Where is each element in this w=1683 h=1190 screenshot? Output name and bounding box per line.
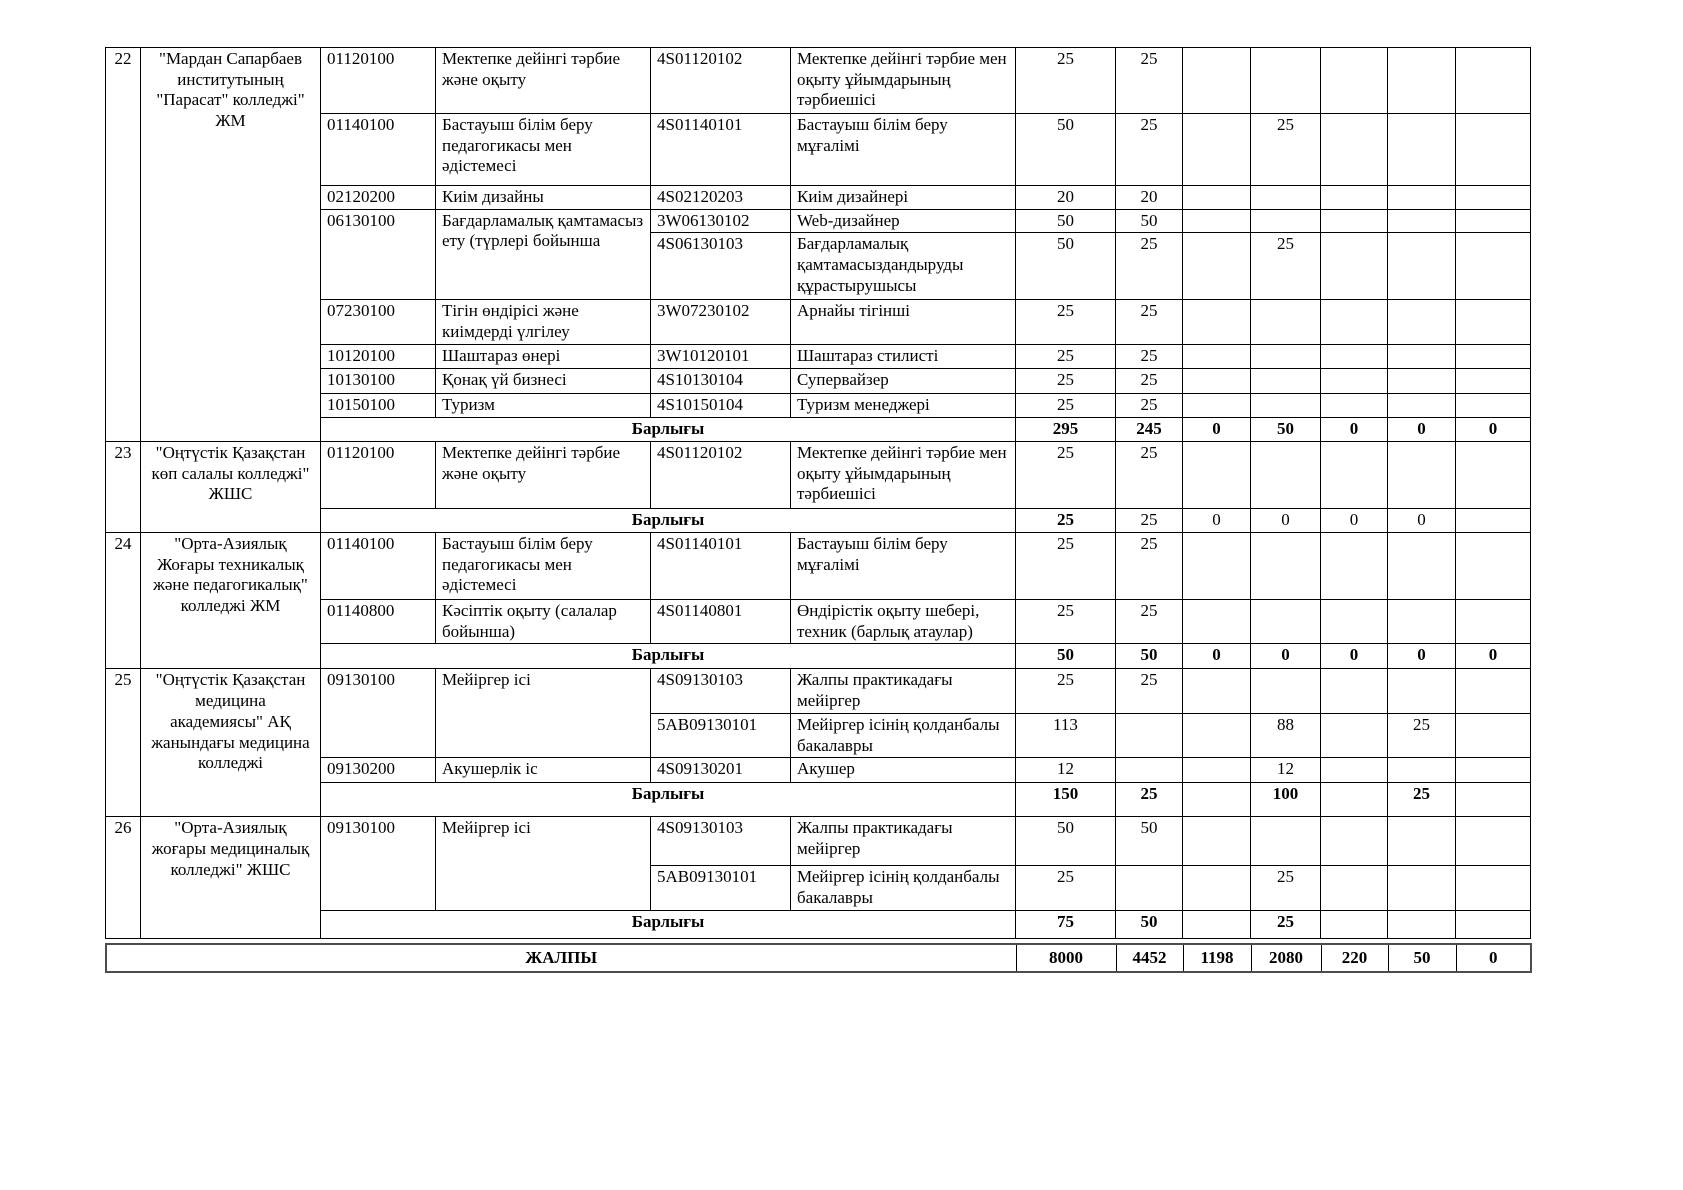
- value-cell: [1388, 866, 1456, 910]
- value-cell: 25: [1116, 441, 1183, 508]
- specialization: Мейіргер ісі: [436, 669, 651, 758]
- value-cell: [1183, 441, 1251, 508]
- value-cell: [1456, 344, 1531, 368]
- total-value: [1321, 910, 1388, 938]
- total-value: [1321, 783, 1388, 817]
- qualification-code: 4S09130103: [651, 669, 791, 713]
- qualification-name: Мектепке дейінгі тәрбие мен оқыту ұйымдарының тәрбиешісі: [791, 48, 1016, 114]
- value-cell: [1183, 233, 1251, 300]
- value-cell: [1388, 758, 1456, 783]
- specialization: Бастауыш білім беру педагогикасы мен әдістемесі: [436, 532, 651, 599]
- specialization: Қонақ үй бизнесі: [436, 368, 651, 393]
- value-cell: [1321, 758, 1388, 783]
- value-cell: 50: [1016, 114, 1116, 186]
- total-value: 0: [1388, 417, 1456, 441]
- grand-total-value: 8000: [1016, 944, 1116, 972]
- qualification-code: 3W10120101: [651, 344, 791, 368]
- value-cell: 25: [1251, 233, 1321, 300]
- value-cell: [1456, 393, 1531, 417]
- value-cell: 25: [1016, 300, 1116, 344]
- value-cell: [1183, 368, 1251, 393]
- row-number: 26: [106, 817, 141, 938]
- value-cell: [1456, 532, 1531, 599]
- table-row: [106, 669, 1531, 713]
- qualification-name: Арнайы тігінші: [791, 300, 1016, 344]
- value-cell: [1456, 48, 1531, 114]
- value-cell: [1321, 48, 1388, 114]
- value-cell: [1321, 300, 1388, 344]
- value-cell: [1251, 817, 1321, 866]
- total-value: 0: [1321, 644, 1388, 669]
- value-cell: [1251, 532, 1321, 599]
- total-value: 0: [1183, 508, 1251, 532]
- total-value: 0: [1251, 508, 1321, 532]
- qualification-code: 4S06130103: [651, 233, 791, 300]
- qualification-code: 3W07230102: [651, 300, 791, 344]
- value-cell: 25: [1116, 669, 1183, 713]
- specialization: Кәсіптік оқыту (салалар бойынша): [436, 599, 651, 643]
- qualification-name: Өндірістік оқыту шебері, техник (барлық атаулар): [791, 599, 1016, 643]
- table-row: [106, 532, 1531, 599]
- value-cell: 50: [1016, 209, 1116, 233]
- value-cell: 20: [1116, 186, 1183, 210]
- total-value: 50: [1116, 644, 1183, 669]
- specialization: Акушерлік іс: [436, 758, 651, 783]
- qualification-code: 4S01140801: [651, 599, 791, 643]
- value-cell: [1321, 599, 1388, 643]
- qualification-code: 5AB09130101: [651, 866, 791, 910]
- value-cell: 25: [1116, 599, 1183, 643]
- program-code: 09130100: [321, 817, 436, 910]
- row-number: 24: [106, 532, 141, 668]
- value-cell: 12: [1016, 758, 1116, 783]
- college-name: "Орта-Азиялық Жоғары техникалық және педагогикалық" колледжі ЖМ: [141, 532, 321, 668]
- qualification-name: Мектепке дейінгі тәрбие мен оқыту ұйымдарының тәрбиешісі: [791, 441, 1016, 508]
- value-cell: [1321, 368, 1388, 393]
- value-cell: [1456, 209, 1531, 233]
- value-cell: 25: [1016, 48, 1116, 114]
- total-value: 0: [1183, 417, 1251, 441]
- value-cell: [1321, 669, 1388, 713]
- value-cell: [1388, 344, 1456, 368]
- value-cell: [1456, 713, 1531, 757]
- qualification-name: Туризм менеджері: [791, 393, 1016, 417]
- specialization: Бағдарламалық қамтамасыз ету (түрлері бойынша: [436, 209, 651, 300]
- qualification-name: Мейіргер ісінің қолданбалы бакалавры: [791, 866, 1016, 910]
- program-code: 10120100: [321, 344, 436, 368]
- value-cell: [1251, 209, 1321, 233]
- value-cell: 50: [1116, 209, 1183, 233]
- qualification-code: 4S09130103: [651, 817, 791, 866]
- grand-total-row: [106, 944, 1531, 972]
- college-name: "Мардан Сапарбаев институтының "Парасат" колледжі" ЖМ: [141, 48, 321, 442]
- program-code: 01140800: [321, 599, 436, 643]
- value-cell: 25: [1116, 368, 1183, 393]
- totals-label: Барлығы: [321, 508, 1016, 532]
- qualification-code: 4S01140101: [651, 532, 791, 599]
- value-cell: [1251, 393, 1321, 417]
- value-cell: 25: [1116, 532, 1183, 599]
- value-cell: [1183, 300, 1251, 344]
- grand-total-label: ЖАЛПЫ: [106, 944, 1016, 972]
- college-name: "Оңтүстік Қазақстан медицина академиясы" АҚ жанындағы медицина колледжі: [141, 669, 321, 817]
- qualification-name: Жалпы практикадағы мейіргер: [791, 669, 1016, 713]
- grand-total-value: 2080: [1251, 944, 1321, 972]
- row-number: 23: [106, 441, 141, 532]
- value-cell: [1456, 599, 1531, 643]
- value-cell: [1251, 344, 1321, 368]
- value-cell: [1388, 114, 1456, 186]
- value-cell: [1183, 114, 1251, 186]
- total-value: 25: [1016, 508, 1116, 532]
- value-cell: [1251, 186, 1321, 210]
- value-cell: 25: [1016, 441, 1116, 508]
- program-code: 07230100: [321, 300, 436, 344]
- value-cell: [1116, 758, 1183, 783]
- value-cell: 25: [1116, 393, 1183, 417]
- total-value: 0: [1251, 644, 1321, 669]
- college-name: "Орта-Азиялық жоғары медициналық колледжі" ЖШС: [141, 817, 321, 938]
- total-value: 25: [1116, 783, 1183, 817]
- value-cell: 50: [1016, 817, 1116, 866]
- value-cell: 25: [1016, 393, 1116, 417]
- specialization: Мектепке дейінгі тәрбие және оқыту: [436, 441, 651, 508]
- value-cell: [1321, 713, 1388, 757]
- row-number: 25: [106, 669, 141, 817]
- total-value: 0: [1388, 508, 1456, 532]
- total-value: 0: [1456, 644, 1531, 669]
- enrollment-table: [105, 47, 1531, 939]
- value-cell: [1183, 393, 1251, 417]
- value-cell: 25: [1251, 114, 1321, 186]
- program-code: 10150100: [321, 393, 436, 417]
- value-cell: [1321, 393, 1388, 417]
- total-value: 25: [1251, 910, 1321, 938]
- total-value: 245: [1116, 417, 1183, 441]
- program-code: 01120100: [321, 48, 436, 114]
- value-cell: [1116, 866, 1183, 910]
- value-cell: 113: [1016, 713, 1116, 757]
- value-cell: [1183, 48, 1251, 114]
- specialization: Мектепке дейінгі тәрбие және оқыту: [436, 48, 651, 114]
- value-cell: [1251, 441, 1321, 508]
- value-cell: 25: [1016, 532, 1116, 599]
- value-cell: [1183, 344, 1251, 368]
- college-name: "Оңтүстік Қазақстан көп салалы колледжі" ЖШС: [141, 441, 321, 532]
- value-cell: [1456, 866, 1531, 910]
- qualification-name: Бастауыш білім беру мұғалімі: [791, 532, 1016, 599]
- specialization: Тігін өндірісі және киімдерді үлгілеу: [436, 300, 651, 344]
- value-cell: [1251, 669, 1321, 713]
- value-cell: [1321, 233, 1388, 300]
- total-value: 25: [1116, 508, 1183, 532]
- value-cell: [1251, 48, 1321, 114]
- total-value: 50: [1116, 910, 1183, 938]
- total-value: [1388, 910, 1456, 938]
- value-cell: 25: [1016, 344, 1116, 368]
- value-cell: [1321, 866, 1388, 910]
- total-value: 0: [1388, 644, 1456, 669]
- total-value: 25: [1388, 783, 1456, 817]
- total-value: 0: [1183, 644, 1251, 669]
- grand-total-value: 1198: [1183, 944, 1251, 972]
- table-row: [106, 817, 1531, 866]
- total-value: 50: [1016, 644, 1116, 669]
- value-cell: 12: [1251, 758, 1321, 783]
- row-number: 22: [106, 48, 141, 442]
- qualification-name: Бағдарламалық қамтамасыздандыруды құрастырушысы: [791, 233, 1016, 300]
- value-cell: [1456, 669, 1531, 713]
- value-cell: [1183, 209, 1251, 233]
- qualification-code: 4S01120102: [651, 441, 791, 508]
- value-cell: [1388, 233, 1456, 300]
- program-code: 09130100: [321, 669, 436, 758]
- qualification-code: 3W06130102: [651, 209, 791, 233]
- value-cell: [1321, 114, 1388, 186]
- value-cell: [1183, 669, 1251, 713]
- value-cell: [1456, 441, 1531, 508]
- total-value: 75: [1016, 910, 1116, 938]
- qualification-name: Бастауыш білім беру мұғалімі: [791, 114, 1016, 186]
- value-cell: [1388, 48, 1456, 114]
- value-cell: 88: [1251, 713, 1321, 757]
- qualification-name: Шаштараз стилисті: [791, 344, 1016, 368]
- value-cell: [1456, 817, 1531, 866]
- value-cell: [1251, 599, 1321, 643]
- value-cell: [1183, 532, 1251, 599]
- qualification-code: 4S10150104: [651, 393, 791, 417]
- total-value: [1456, 910, 1531, 938]
- value-cell: [1183, 186, 1251, 210]
- value-cell: [1321, 344, 1388, 368]
- value-cell: 25: [1116, 48, 1183, 114]
- value-cell: [1321, 532, 1388, 599]
- value-cell: 50: [1116, 817, 1183, 866]
- value-cell: [1183, 713, 1251, 757]
- value-cell: [1456, 368, 1531, 393]
- grand-total-value: 4452: [1116, 944, 1183, 972]
- qualification-name: Мейіргер ісінің қолданбалы бакалавры: [791, 713, 1016, 757]
- qualification-code: 4S01120102: [651, 48, 791, 114]
- value-cell: [1321, 209, 1388, 233]
- totals-label: Барлығы: [321, 644, 1016, 669]
- totals-label: Барлығы: [321, 910, 1016, 938]
- qualification-code: 4S02120203: [651, 186, 791, 210]
- program-code: 01140100: [321, 532, 436, 599]
- table-row: [106, 48, 1531, 114]
- value-cell: [1388, 532, 1456, 599]
- specialization: Мейіргер ісі: [436, 817, 651, 910]
- value-cell: 50: [1016, 233, 1116, 300]
- total-value: [1183, 910, 1251, 938]
- grand-total-value: 50: [1388, 944, 1456, 972]
- value-cell: [1456, 300, 1531, 344]
- value-cell: [1251, 300, 1321, 344]
- total-value: 150: [1016, 783, 1116, 817]
- grand-total-value: 220: [1321, 944, 1388, 972]
- value-cell: [1183, 758, 1251, 783]
- total-value: [1456, 783, 1531, 817]
- total-value: 0: [1321, 417, 1388, 441]
- value-cell: [1388, 817, 1456, 866]
- value-cell: [1456, 186, 1531, 210]
- value-cell: [1321, 186, 1388, 210]
- qualification-name: Акушер: [791, 758, 1016, 783]
- value-cell: [1321, 441, 1388, 508]
- grand-total-value: 0: [1456, 944, 1531, 972]
- total-value: 0: [1456, 417, 1531, 441]
- qualification-code: 5AB09130101: [651, 713, 791, 757]
- qualification-code: 4S10130104: [651, 368, 791, 393]
- value-cell: [1183, 599, 1251, 643]
- value-cell: 25: [1016, 669, 1116, 713]
- value-cell: [1183, 866, 1251, 910]
- value-cell: [1321, 817, 1388, 866]
- value-cell: 25: [1116, 233, 1183, 300]
- total-value: 100: [1251, 783, 1321, 817]
- value-cell: 25: [1116, 300, 1183, 344]
- value-cell: 25: [1116, 114, 1183, 186]
- grand-total-table: [105, 943, 1532, 973]
- qualification-code: 4S09130201: [651, 758, 791, 783]
- value-cell: 20: [1016, 186, 1116, 210]
- value-cell: [1456, 758, 1531, 783]
- specialization: Туризм: [436, 393, 651, 417]
- table-row: [106, 441, 1531, 508]
- qualification-name: Web-дизайнер: [791, 209, 1016, 233]
- value-cell: 25: [1016, 368, 1116, 393]
- value-cell: 25: [1016, 866, 1116, 910]
- totals-label: Барлығы: [321, 783, 1016, 817]
- program-code: 01120100: [321, 441, 436, 508]
- specialization: Бастауыш білім беру педагогикасы мен әдістемесі: [436, 114, 651, 186]
- program-code: 01140100: [321, 114, 436, 186]
- specialization: Шаштараз өнері: [436, 344, 651, 368]
- value-cell: [1388, 669, 1456, 713]
- value-cell: [1456, 114, 1531, 186]
- total-value: [1456, 508, 1531, 532]
- value-cell: 25: [1016, 599, 1116, 643]
- value-cell: [1388, 300, 1456, 344]
- qualification-name: Супервайзер: [791, 368, 1016, 393]
- value-cell: [1388, 441, 1456, 508]
- value-cell: [1456, 233, 1531, 300]
- value-cell: [1388, 599, 1456, 643]
- value-cell: 25: [1116, 344, 1183, 368]
- value-cell: 25: [1388, 713, 1456, 757]
- value-cell: [1388, 186, 1456, 210]
- value-cell: [1388, 368, 1456, 393]
- value-cell: 25: [1251, 866, 1321, 910]
- qualification-code: 4S01140101: [651, 114, 791, 186]
- program-code: 02120200: [321, 186, 436, 210]
- value-cell: [1116, 713, 1183, 757]
- value-cell: [1388, 393, 1456, 417]
- qualification-name: Жалпы практикадағы мейіргер: [791, 817, 1016, 866]
- qualification-name: Киім дизайнері: [791, 186, 1016, 210]
- program-code: 06130100: [321, 209, 436, 300]
- program-code: 10130100: [321, 368, 436, 393]
- totals-label: Барлығы: [321, 417, 1016, 441]
- program-code: 09130200: [321, 758, 436, 783]
- specialization: Киім дизайны: [436, 186, 651, 210]
- value-cell: [1183, 817, 1251, 866]
- value-cell: [1388, 209, 1456, 233]
- value-cell: [1251, 368, 1321, 393]
- total-value: 295: [1016, 417, 1116, 441]
- total-value: 50: [1251, 417, 1321, 441]
- total-value: 0: [1321, 508, 1388, 532]
- total-value: [1183, 783, 1251, 817]
